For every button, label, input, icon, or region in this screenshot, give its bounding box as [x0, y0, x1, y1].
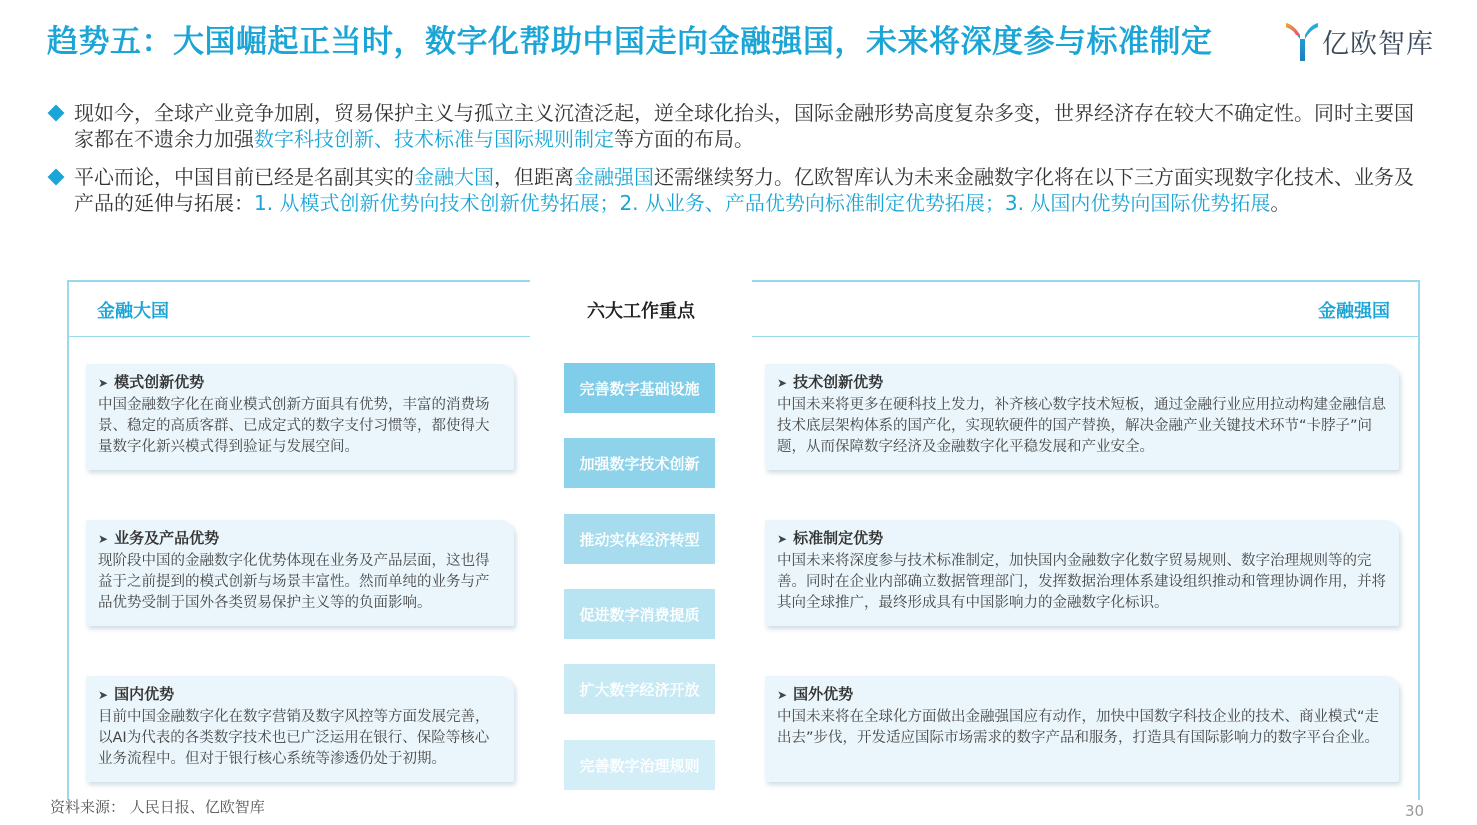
- bullet-text: 还需继续努力。亿欧智库认为未来金融数字化将在以下三方面实现数字化技术、业务及产品的延伸与拓展：: [74, 165, 1414, 215]
- card-body: 中国未来将深度参与技术标准制定，加快国内金融数字化数字贸易规则、数字治理规则等的完善。同时在企业内部确立数据管理部门，发挥数据治理体系建设组织推动和管理协调作用，并将其向全球推广，最终形成具有中国影响力的金融数字化标识。: [777, 553, 1386, 611]
- card-body: 中国未来将更多在硬科技上发力，补齐核心数字技术短板，通过金融行业应用拉动构建金融信息技术底层架构体系的国产化，实现软硬件的国产替换，解决金融产业关键技术环节“卡脖子”问题，从而保障数字经济及金融数字化平稳发展和产业安全。: [777, 397, 1386, 455]
- pill-digital-economy-opening: 扩大数字经济开放: [564, 664, 715, 714]
- logo-text: 亿欧智库: [1322, 28, 1434, 60]
- divider: [69, 336, 530, 337]
- logo: [1284, 18, 1454, 64]
- source-note: 资料来源： 人民日报、亿欧智库: [50, 798, 265, 816]
- right-card-tech-innovation: [765, 364, 1399, 470]
- header-financial-big-power: 金融大国: [97, 301, 169, 322]
- bullet-highlight: 数字科技创新、技术标准与国际规则制定: [254, 127, 614, 151]
- chevron-right-icon: ➤: [98, 688, 109, 702]
- card-title: 业务及产品优势: [114, 529, 220, 547]
- left-card-model-innovation: [86, 364, 514, 470]
- page-number: 30: [1405, 802, 1425, 820]
- bullet-item: [50, 100, 1430, 152]
- card-body: 中国未来将在全球化方面做出金融强国应有动作，加快中国数字科技企业的技术、商业模式“走出去”步伐，开发适应国际市场需求的数字产品和服务，打造具有国际影响力的数字平台企业。: [777, 709, 1380, 746]
- right-card-standard-setting: [765, 520, 1399, 626]
- card-body: 中国金融数字化在商业模式创新方面具有优势，丰富的消费场景、稳定的高质客群、已成定式的数字支付习惯等，都使得大量数字化新兴模式得到验证与发展空间。: [98, 397, 490, 455]
- card-title: 技术创新优势: [793, 373, 884, 391]
- diamond-bullet-icon: [48, 105, 65, 122]
- card-title: 国内优势: [114, 685, 175, 703]
- bullet-text: ，但距离: [494, 165, 574, 189]
- page-title: 趋势五：大国崛起正当时，数字化帮助中国走向金融强国，未来将深度参与标准制定: [47, 24, 1213, 60]
- card-body: 目前中国金融数字化在数字营销及数字风控等方面发展完善，以AI为代表的各类数字技术也已广泛运用在银行、保险等核心业务流程中。但对于银行核心系统等渗透仍处于初期。: [98, 709, 490, 767]
- pill-digital-tech-innovation: 加强数字技术创新: [564, 438, 715, 488]
- pill-digital-infrastructure: 完善数字基础设施: [564, 363, 715, 413]
- header-financial-strong-power: 金融强国: [1318, 301, 1390, 322]
- card-body: 现阶段中国的金融数字化优势体现在业务及产品层面，这也得益于之前提到的模式创新与场景丰富性。然而单纯的业务与产品优势受制于国外各类贸易保护主义等的负面影响。: [98, 553, 490, 611]
- yiou-logo-icon: [1284, 19, 1320, 63]
- diamond-bullet-icon: [48, 169, 65, 186]
- bullet-text: 平心而论，中国目前已经是名副其实的: [74, 165, 414, 189]
- pill-digital-consumption: 促进数字消费提质: [564, 589, 715, 639]
- bullet-highlight: 金融强国: [574, 165, 654, 189]
- bullet-text: 。: [1270, 191, 1291, 215]
- pill-real-economy-transformation: 推动实体经济转型: [564, 514, 715, 564]
- left-card-domestic: [86, 676, 514, 782]
- header-six-priorities: 六大工作重点: [587, 301, 695, 322]
- bullet-text: 等方面的布局。: [614, 127, 754, 151]
- pill-digital-governance: 完善数字治理规则: [564, 740, 715, 790]
- card-title: 国外优势: [793, 685, 854, 703]
- card-title: 模式创新优势: [114, 373, 205, 391]
- right-card-international: [765, 676, 1399, 782]
- bullet-highlight: 1. 从模式创新优势向技术创新优势拓展；2. 从业务、产品优势向标准制定优势拓展；3. 从国内优势向国际优势拓展: [254, 191, 1271, 215]
- divider: [752, 336, 1419, 337]
- bullet-highlight: 金融大国: [414, 165, 494, 189]
- bullet-list: [50, 100, 1430, 228]
- card-title: 标准制定优势: [793, 529, 884, 547]
- chevron-right-icon: ➤: [777, 376, 788, 390]
- bullet-item: [50, 164, 1430, 216]
- bullet-text: 现如今，全球产业竞争加剧，贸易保护主义与孤立主义沉渣泛起，逆全球化抬头，国际金融形势高度复杂多变，世界经济存在较大不确定性。同时主要国家都在不遗余力加强: [74, 101, 1414, 151]
- chevron-right-icon: ➤: [777, 688, 788, 702]
- chevron-right-icon: ➤: [777, 532, 788, 546]
- chevron-right-icon: ➤: [98, 376, 109, 390]
- chevron-right-icon: ➤: [98, 532, 109, 546]
- left-card-business-product: [86, 520, 514, 626]
